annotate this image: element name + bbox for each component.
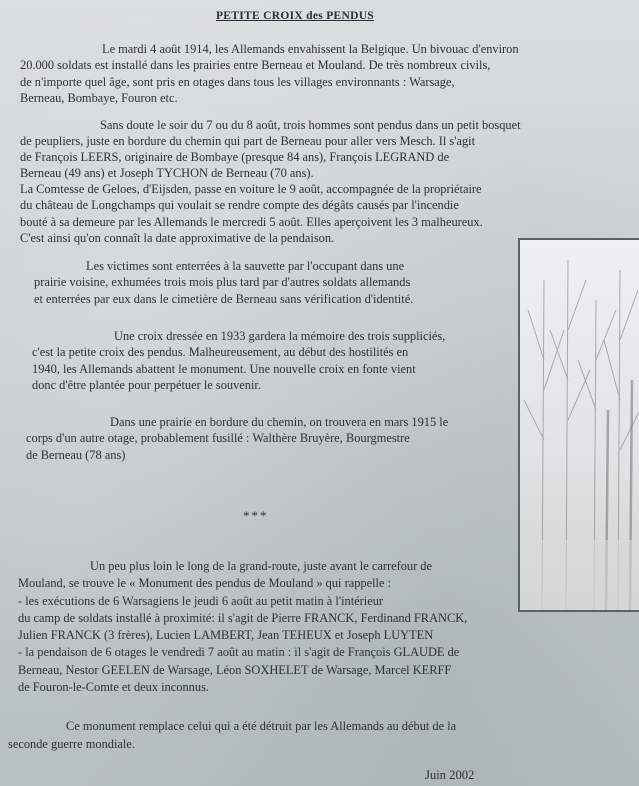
- text-line: Berneau, Nestor GEELEN de Warsage, Léon SOXHELET de Warsage, Marcel KERFF: [18, 662, 452, 677]
- text-line: du camp de soldats installé à proximité: il s'agit de Pierre FRANCK, Ferdinand FRANCK,: [18, 610, 468, 625]
- text-line: donc d'être plantée pour perpétuer le souvenir.: [32, 378, 261, 393]
- text-line: 20.000 soldats est installé dans les prairies entre Berneau et Mouland. De très nombreux civils,: [20, 58, 491, 73]
- text-line: Sans doute le soir du 7 ou du 8 août, trois hommes sont pendus dans un petit bosquet: [100, 118, 521, 132]
- text-line: 1940, les Allemands abattent le monument. Une nouvelle croix en fonte vient: [32, 361, 416, 376]
- paragraph-mouland-monument: [18, 558, 467, 696]
- text-line: et enterrées par eux dans le cimetière de Berneau sans vérification d'identité.: [34, 291, 414, 306]
- text-line: Une croix dressée en 1933 gardera la mémoire des trois suppliciés,: [114, 329, 446, 343]
- trees-illustration: [520, 240, 639, 610]
- paragraph-replacement: [8, 717, 456, 753]
- text-line: seconde guerre mondiale.: [8, 737, 135, 751]
- text-line: Les victimes sont enterrées à la sauvette par l'occupant dans une: [86, 259, 405, 273]
- text-line: de Fouron-le-Comte et deux inconnus.: [18, 680, 209, 695]
- text-line: C'est ainsi qu'on connaît la date approximative de la pendaison.: [20, 230, 335, 245]
- winter-trees-photo-icon: [518, 238, 639, 612]
- text-line: Julien FRANCK (3 frères), Lucien LAMBERT, Jean TEHEUX et Joseph LUYTEN: [18, 628, 434, 643]
- text-line: du château de Longchamps qui voulait se rendre compte des dégâts causés par l'incendie: [20, 198, 459, 213]
- text-line: prairie voisine, exhumées trois mois plus tard par d'autres soldats allemands: [34, 275, 411, 290]
- plaque-title: PETITE CROIX des PENDUS: [215, 10, 375, 22]
- section-separator: ***: [243, 508, 269, 523]
- paragraph-other-hostage: [26, 414, 448, 463]
- text-line: Mouland, se trouve le « Monument des pendus de Mouland » qui rappelle :: [18, 576, 392, 591]
- text-line: - la pendaison de 6 otages le vendredi 7 août au matin : il s'agit de François GLAUDE de: [18, 645, 460, 660]
- text-line: Le mardi 4 août 1914, les Allemands envahissent la Belgique. Un bivouac d'environ: [102, 42, 519, 56]
- paragraph-burial: [34, 258, 413, 307]
- text-line: La Comtesse de Geloes, d'Eijsden, passe en voiture le 9 août, accompagnée de la propriétaire: [20, 182, 482, 197]
- text-line: corps d'un autre otage, probablement fusillé : Walthère Bruyère, Bourgmestre: [26, 431, 410, 446]
- text-line: de peupliers, juste en bordure du chemin qui part de Berneau pour aller vers Mesch. Il s'agit: [20, 134, 476, 149]
- text-line: Un peu plus loin le long de la grand-route, juste avant le carrefour de: [90, 559, 433, 573]
- text-line: Berneau (49 ans) et Joseph TYCHON de Berneau (70 ans).: [20, 166, 314, 181]
- text-line: c'est la petite croix des pendus. Malheureusement, au début des hostilités en: [32, 345, 409, 360]
- paragraph-cross: [32, 328, 445, 394]
- paragraph-invasion: [20, 41, 519, 107]
- text-line: Ce monument remplace celui qui a été détruit par les Allemands au début de la: [66, 719, 457, 733]
- plaque-date: Juin 2002: [425, 768, 475, 782]
- text-line: de François LEERS, originaire de Bombaye (presque 84 ans), François LEGRAND de: [20, 150, 450, 165]
- text-line: bouté à sa demeure par les Allemands le mercredi 5 août. Elles aperçoivent les 3 malheureux.: [20, 214, 483, 229]
- text-line: Dans une prairie en bordure du chemin, on trouvera en mars 1915 le: [110, 415, 449, 429]
- text-line: de Berneau (78 ans): [26, 447, 126, 462]
- text-line: Berneau, Bombaye, Fouron etc.: [20, 91, 178, 106]
- paragraph-hangings: [20, 117, 521, 246]
- text-line: de n'importe quel âge, sont pris en otages dans tous les villages environnants : Warsage,: [20, 74, 455, 89]
- text-line: - les exécutions de 6 Warsagiens le jeudi 6 août au petit matin à l'intérieur: [18, 593, 384, 608]
